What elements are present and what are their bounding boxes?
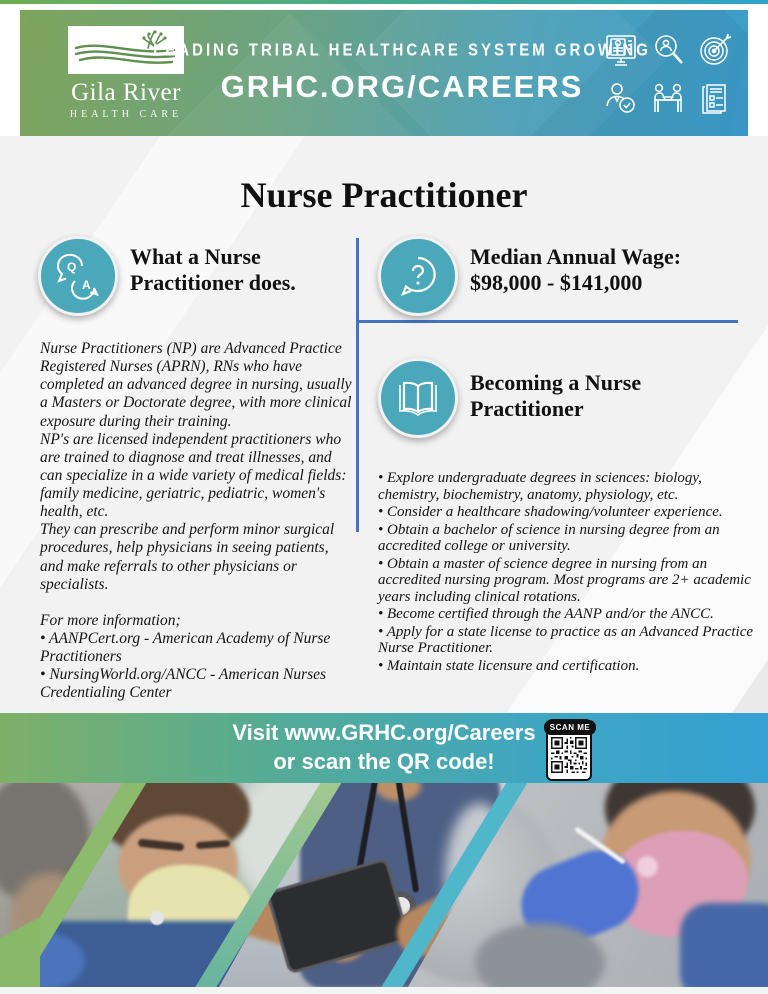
becoming-bullet: • Consider a healthcare shadowing/volunteer experience. [378,504,760,521]
interview-table-icon [650,80,686,116]
cta-text [0,719,768,776]
becoming-bullet: • Obtain a bachelor of science in nursing degree from an accredited college or university. [378,522,760,555]
svg-text:A: A [82,278,91,292]
application-form-icon [697,80,733,116]
qr-code[interactable] [546,719,592,781]
becoming-bullet-list [378,470,760,675]
svg-text:Q: Q [67,260,77,274]
open-book-icon [378,358,458,438]
header-center [153,10,651,136]
header-icon-grid [602,30,734,118]
section-wage-heading [470,236,768,296]
cta-line2: or scan the QR code! [273,748,495,774]
bottom-margin-strip [0,987,768,994]
section-wage-header [378,236,768,316]
horizontal-divider [356,320,738,323]
section-becoming-header [378,358,700,438]
careers-url[interactable]: GRHC.ORG/CAREERS [220,68,584,104]
content-area [0,136,768,713]
more-info-label: For more information; [40,611,181,629]
vertical-divider [356,238,359,532]
section-becoming-heading: Becoming a Nurse Practitioner [470,370,642,421]
logo-subname: HEALTH CARE [69,109,183,120]
what-paragraph: NP's are licensed independent practitioners who are trained to diagnose and treat illnesses, and can specialize in a wide variety of medical fields: family medicine, geriatric, pediatric, women's health, etc. [40,430,347,521]
photo-collage [0,783,768,987]
qa-speech-bubbles-icon [38,236,118,316]
section-what-header [38,236,335,316]
scan-me-label: SCAN ME [544,720,596,735]
becoming-bullet: • Obtain a master of science degree in nursing from an accredited nursing program. Most programs are 2+ academic years including clinical rotations. [378,556,760,606]
target-arrow-icon [697,32,733,68]
wage-line2: $98,000 - $141,000 [470,269,643,295]
what-paragraph: Nurse Practitioners (NP) are Advanced Practice Registered Nurses (APRN), RNs who have completed an advanced degree in nursing, usually a Masters or Doctorate degree, with more clinical exposure during their training. [40,340,352,430]
top-accent-bar [0,0,768,4]
candidate-search-icon [650,32,686,68]
becoming-bullet: • Become certified through the AANP and/or the ANCC. [378,606,760,623]
info-link-aanp[interactable]: • AANPCert.org - American Academy of Nurse Practitioners [40,630,355,666]
cta-banner [0,713,768,783]
qr-pattern [551,737,587,773]
monitor-resume-icon [603,32,639,68]
becoming-bullet: • Apply for a state license to practice as an Advanced Practice Nurse Practitioner. [378,624,760,657]
header-tagline: LEADING TRIBAL HEALTHCARE SYSTEM GROWING [153,40,651,60]
becoming-bullet: • Explore undergraduate degrees in sciences: biology, chemistry, biochemistry, anatomy, physiology, etc. [378,470,760,503]
logo-name: Gila River [71,79,181,106]
section-what-heading: What a Nurse Practitioner does. [130,244,296,295]
page-title: Nurse Practitioner [240,175,528,216]
person-check-icon [603,80,639,116]
question-bubble-icon [378,236,458,316]
cta-link-text[interactable]: Visit www.GRHC.org/Careers [232,720,536,745]
info-link-ancc[interactable]: • NursingWorld.org/ANCC - American Nurses Credentialing Center [40,666,355,702]
wage-line1: Median Annual Wage: [470,244,682,269]
becoming-bullet: • Maintain state licensure and certification. [378,658,760,675]
what-paragraph: They can prescribe and perform minor surgical procedures, help physicians in seeing patients, and make referrals to other physicians or specialists. [40,521,335,593]
what-body-text [40,340,355,702]
header-banner [20,10,748,136]
